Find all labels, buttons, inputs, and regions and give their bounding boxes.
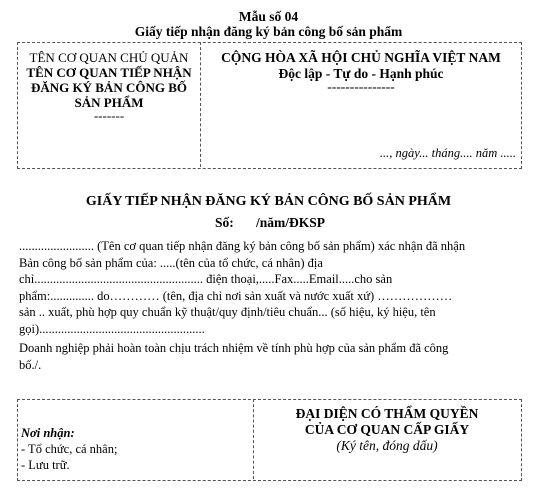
agency-underline: ------- [93,108,125,123]
national-motto: Độc lập - Tự do - Hạnh phúc [278,66,444,81]
paragraph-line: ........................ (Tên cơ quan tiếp nhận đăng ký bản công bố sản phẩm) xác nhận đã nhận [19,239,466,253]
recipients-label: Nơi nhận: [21,426,75,440]
agency-name-line-2: ĐĂNG KÝ BẢN CÔNG BỐ [30,80,187,95]
responsibility-paragraph [19,340,529,373]
recipients-block [21,425,249,473]
paragraph-line: gọi)..................................................... [19,321,205,336]
date-line: ..., ngày... tháng.... năm ..... [379,146,516,160]
parent-agency: TÊN CƠ QUAN CHỦ QUẢN [29,50,189,65]
signature-title-line-2: CỦA CƠ QUAN CẤP GIẤY [304,422,470,437]
signature-title-line-1: ĐẠI DIỆN CÓ THẨM QUYỀN [295,406,479,421]
paragraph-line: phẩm:.............. do………… (tên, địa chỉ nơi sản xuất và nước xuất xứ) ……………… [19,288,453,303]
agency-name-line-1: TÊN CƠ QUAN TIẾP NHẬN [26,65,192,80]
motto-underline: --------------- [327,79,395,94]
recipient-item: - Tổ chức, cá nhân; [21,442,118,456]
header-box-divider [200,42,201,167]
signature-block [254,406,520,454]
paragraph-line: bố./. [19,357,42,372]
paragraph-line: chỉ...................................................... điện thoại,.....Fax.....Email.....cho sản [19,272,393,286]
document-number-label: Số: [215,215,234,230]
country-name: CỘNG HÒA XÃ HỘI CHỦ NGHĨA VIỆT NAM [221,50,501,65]
signature-note: (Ký tên, đóng dấu) [336,438,438,453]
confirmation-paragraph [19,238,529,337]
agency-name-line-3: SẢN PHẨM [74,95,144,110]
recipient-item: - Lưu trữ. [21,458,70,472]
form-number: Mẫu số 04 [238,9,299,24]
document-title: GIẤY TIẾP NHẬN ĐĂNG KÝ BẢN CÔNG BỐ SẢN PHẨM [85,194,452,209]
document-number-value: /năm/ĐKSP [256,215,326,230]
form-title: Giấy tiếp nhận đăng ký bản công bố sản phẩm [134,24,403,39]
paragraph-line: sản .. xuất, phù hợp quy chuẩn kỹ thuật/quy định/tiêu chuẩn... (số hiệu, ký hiệu, tên [19,305,436,319]
paragraph-line: Bản công bố sản phẩm của: .....(tên của tổ chức, cá nhân) địa [19,255,323,270]
paragraph-line: Doanh nghiệp phải hoàn toàn chịu trách nhiệm về tính phù hợp của sản phẩm đã công [19,341,449,355]
